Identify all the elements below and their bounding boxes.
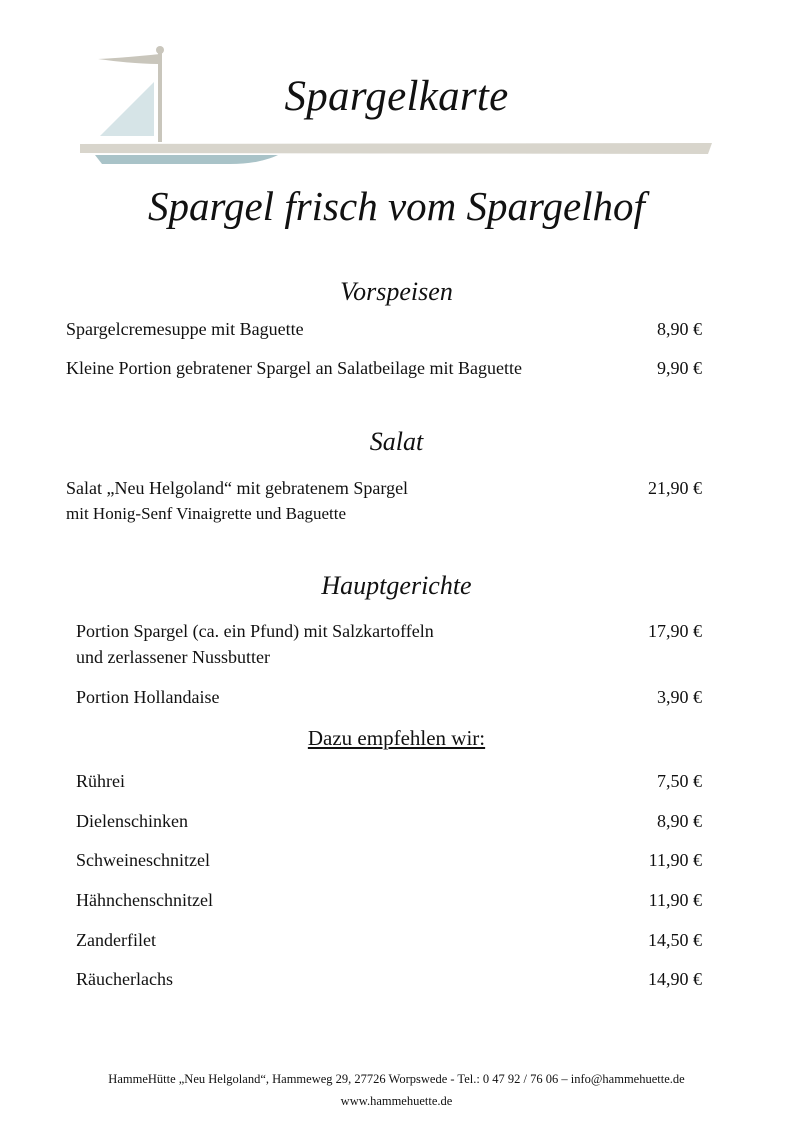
item-name: Spargelcremesuppe mit Baguette bbox=[66, 319, 304, 339]
item-price: 7,50 € bbox=[657, 771, 702, 791]
item-name: Zanderfilet bbox=[76, 930, 156, 950]
item-name: Schweineschnitzel bbox=[76, 850, 210, 870]
menu-item bbox=[76, 684, 704, 710]
item-price: 11,90 € bbox=[648, 890, 702, 910]
item-price: 3,90 € bbox=[657, 687, 702, 707]
section-heading-hauptgerichte: Hauptgerichte bbox=[321, 571, 472, 600]
menu-item bbox=[66, 316, 704, 342]
item-description: mit Honig-Senf Vinaigrette und Baguette bbox=[66, 504, 347, 523]
menu-item bbox=[76, 768, 704, 794]
footer-website[interactable]: www.hammehuette.de bbox=[340, 1094, 453, 1108]
item-name: Salat „Neu Helgoland“ mit gebratenem Spargel bbox=[66, 478, 409, 498]
menu-item bbox=[76, 887, 704, 913]
menu-item bbox=[76, 966, 704, 992]
item-description: und zerlassener Nussbutter bbox=[76, 647, 270, 667]
item-name: Kleine Portion gebratener Spargel an Salatbeilage mit Baguette bbox=[66, 358, 523, 378]
item-price: 8,90 € bbox=[657, 319, 702, 339]
menu-item bbox=[66, 475, 704, 527]
item-name: Rührei bbox=[76, 771, 125, 791]
item-name: Portion Hollandaise bbox=[76, 687, 220, 707]
menu-item bbox=[66, 355, 704, 381]
item-name: Hähnchenschnitzel bbox=[76, 890, 213, 910]
item-price: 21,90 € bbox=[648, 478, 702, 498]
item-price: 14,90 € bbox=[648, 969, 702, 989]
item-price: 14,50 € bbox=[648, 930, 702, 950]
recommendation-heading: Dazu empfehlen wir: bbox=[307, 726, 486, 750]
menu-item bbox=[76, 808, 704, 834]
item-price: 8,90 € bbox=[657, 811, 702, 831]
menu-title: Spargelkarte bbox=[284, 73, 509, 120]
item-name: Dielenschinken bbox=[76, 811, 188, 831]
footer-address: HammeHütte „Neu Helgoland“, Hammeweg 29, 27726 Worpswede - Tel.: 0 47 92 / 76 06 – info@hammehuette.de bbox=[108, 1072, 685, 1086]
menu-subtitle: Spargel frisch vom Spargelhof bbox=[148, 183, 645, 229]
menu-item bbox=[76, 847, 704, 873]
section-heading-salat: Salat bbox=[369, 427, 424, 456]
item-price: 9,90 € bbox=[657, 358, 702, 378]
item-name: Portion Spargel (ca. ein Pfund) mit Salzkartoffeln bbox=[76, 621, 434, 641]
item-price: 17,90 € bbox=[648, 621, 702, 641]
section-heading-vorspeisen: Vorspeisen bbox=[340, 277, 453, 306]
menu-item bbox=[76, 618, 704, 670]
item-price: 11,90 € bbox=[648, 850, 702, 870]
menu-item bbox=[76, 927, 704, 953]
item-name: Räucherlachs bbox=[76, 969, 173, 989]
